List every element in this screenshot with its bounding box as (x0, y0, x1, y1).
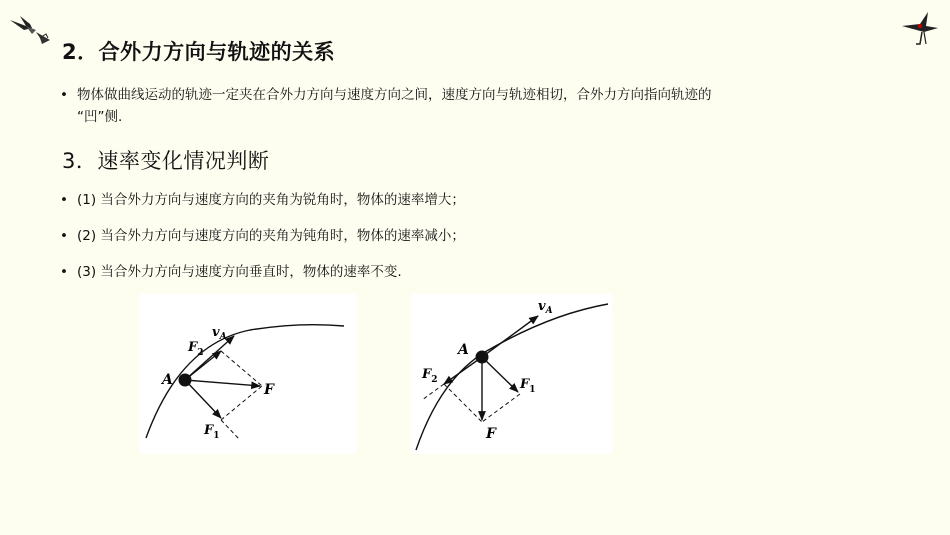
bullet-obtuse-text: (2) 当合外力方向与速度方向的夹角为钝角时，物体的速率减小； (77, 228, 465, 244)
svg-text:vA (212, 325, 227, 342)
svg-text:vA (538, 299, 553, 316)
heading-forces-trajectory: 2．合外力方向与轨迹的关系 (62, 40, 336, 64)
crane-decoration-right-icon (898, 8, 944, 48)
svg-text:F2 (187, 340, 204, 358)
label-force: F (264, 382, 274, 398)
label-force2: F (422, 367, 432, 382)
label-force1: F (204, 423, 214, 438)
point-a-dot (476, 351, 489, 364)
velocity-arrow (482, 316, 538, 357)
figure-acute-angle (140, 294, 356, 454)
bullet-dot: • (60, 87, 68, 103)
bullet-trajectory-line1: 物体做曲线运动的轨迹一定夹在合外力方向与速度方向之间，速度方向与轨迹相切，合外力方向指向轨迹的 (77, 87, 712, 103)
label-point: A (162, 372, 173, 388)
force-f1-arrow (482, 357, 518, 392)
figure-obtuse-svg (412, 294, 612, 454)
dashed-line (444, 384, 482, 422)
figure-acute-svg (140, 294, 356, 454)
dashed-line (482, 394, 520, 422)
bullet-dot: • (60, 228, 68, 244)
label-force1-sub: 1 (529, 385, 536, 395)
label-force2-sub: 2 (431, 375, 438, 385)
label-velocity: v (538, 299, 546, 314)
force-f2-arrow (444, 357, 482, 384)
force-f-arrow (185, 380, 260, 386)
bullet-dot: • (60, 192, 68, 208)
force-f1-arrow (185, 380, 221, 418)
svg-text:F1 (519, 377, 536, 395)
label-force1-sub: 1 (213, 431, 220, 441)
label-force: F (486, 426, 496, 442)
bullet-perpendicular-text: (3) 当合外力方向与速度方向垂直时，物体的速率不变. (77, 264, 402, 280)
label-force2-sub: 2 (197, 348, 204, 358)
label-velocity-sub: A (545, 306, 553, 316)
trajectory-curve (146, 325, 344, 438)
bullet-dot: • (60, 264, 68, 280)
label-velocity: v (212, 325, 220, 340)
crane-decoration-left-icon (6, 10, 54, 46)
label-force1: F (520, 377, 530, 392)
dashed-line (221, 351, 262, 386)
label-force2: F (188, 340, 198, 355)
heading-speed-change: 3．速率变化情况判断 (62, 149, 270, 173)
dashed-line (221, 420, 240, 440)
label-velocity-sub: A (219, 332, 227, 342)
label-point: A (458, 342, 469, 358)
svg-text:F1 (203, 423, 220, 441)
bullet-trajectory-line2: “凹”侧. (77, 109, 123, 125)
bullet-acute-text: (1) 当合外力方向与速度方向的夹角为锐角时，物体的速率增大； (77, 192, 465, 208)
trajectory-curve (416, 304, 608, 450)
figure-obtuse-angle (412, 294, 612, 454)
point-a-dot (179, 374, 192, 387)
svg-text:F2 (421, 367, 438, 385)
dashed-line (221, 386, 262, 420)
